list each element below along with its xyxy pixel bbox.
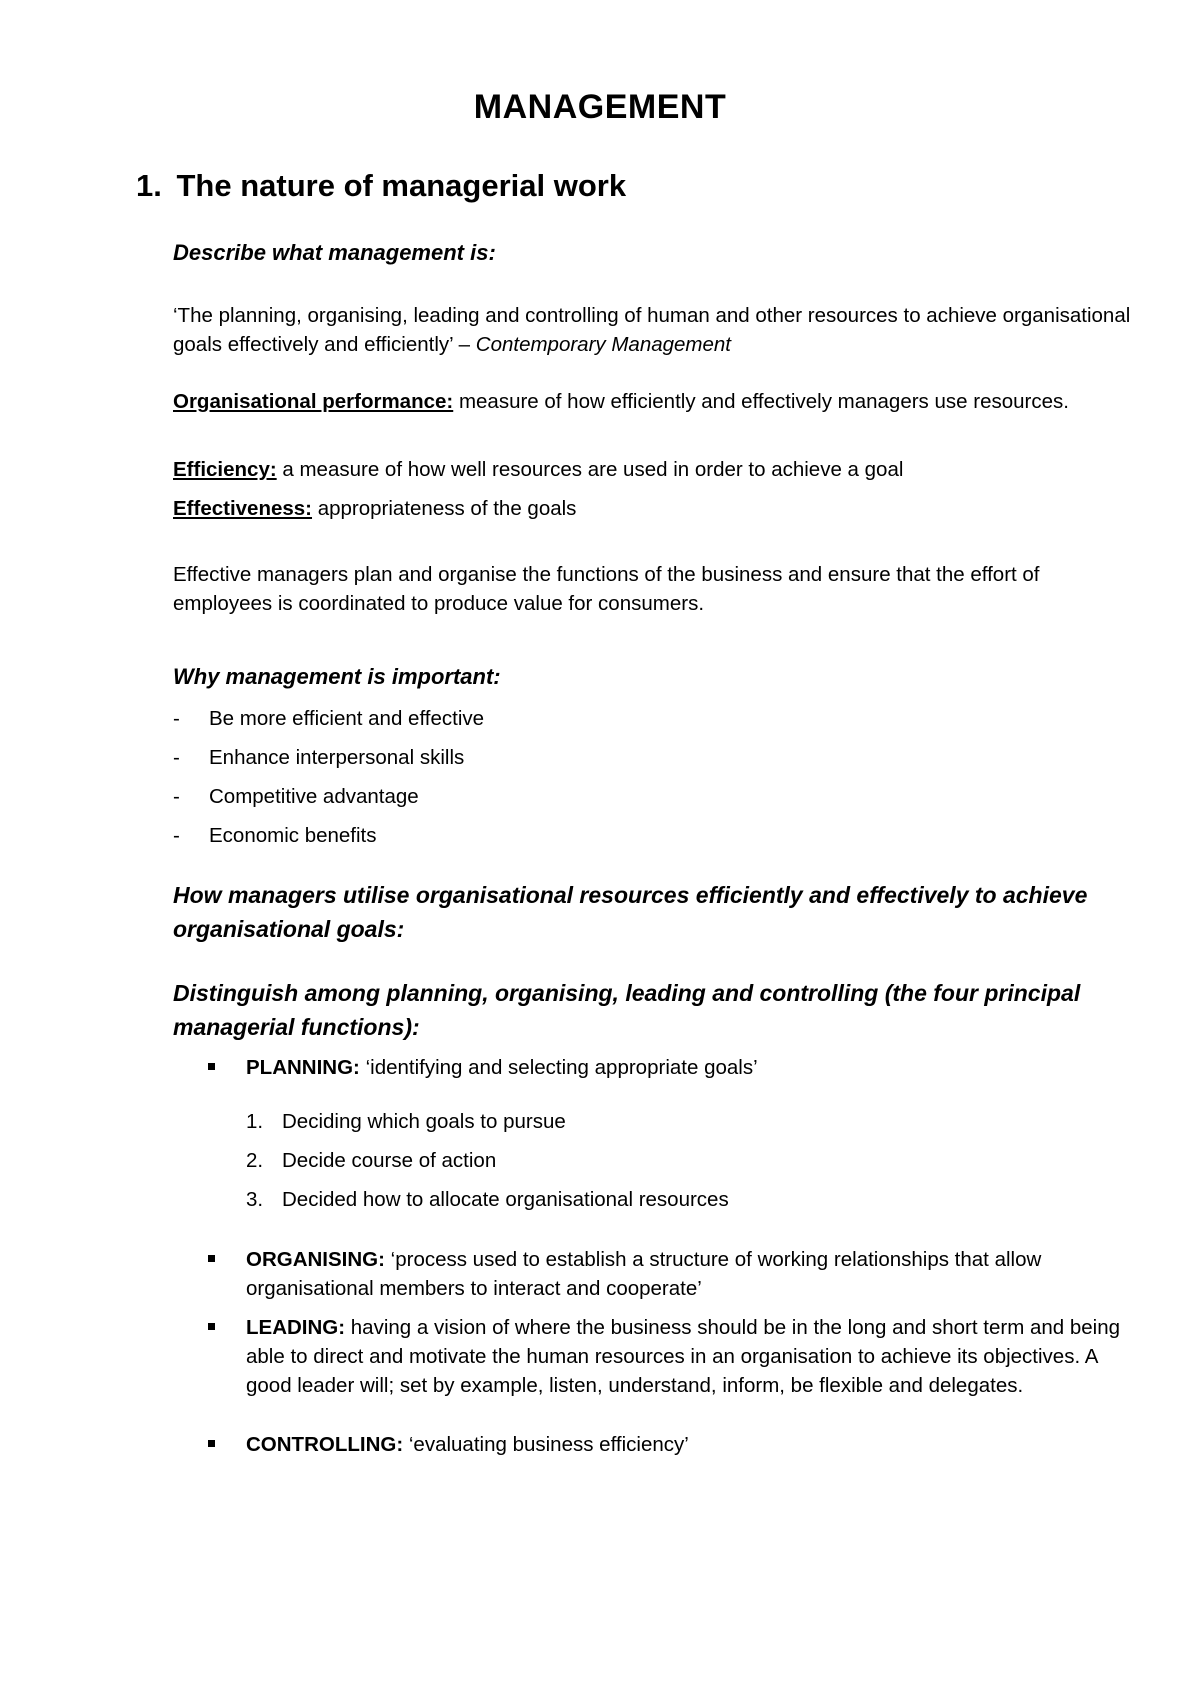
function-planning: [208, 1053, 1128, 1082]
planning-step: 2. Decide course of action: [246, 1149, 497, 1172]
management-definition: [173, 301, 1133, 359]
definition-text: a measure of how well resources are used in order to achieve a goal: [282, 458, 904, 481]
describe-heading: Describe what management is:: [173, 240, 496, 265]
definition-org-performance: [173, 387, 1133, 416]
square-bullet-icon: [208, 1063, 215, 1070]
section-heading: [136, 168, 626, 204]
section-number: 1.: [136, 168, 162, 203]
definition-term: Efficiency:: [173, 458, 277, 481]
list-item: - Economic benefits: [173, 824, 377, 847]
list-item: - Competitive advantage: [173, 785, 419, 808]
function-organising: [208, 1245, 1128, 1303]
definition-efficiency: [173, 455, 1133, 484]
square-bullet-icon: [208, 1440, 215, 1447]
definition-term: Effectiveness:: [173, 497, 313, 520]
definition-text: measure of how efficiently and effectively managers use resources.: [458, 390, 1069, 413]
list-item: - Be more efficient and effective: [173, 707, 485, 730]
dash-bullet: -: [173, 707, 180, 730]
definition-source: Contemporary Management: [475, 333, 732, 356]
function-label: CONTROLLING:: [246, 1433, 404, 1456]
function-text: having a vision of where the business should be in the long and short term and being able to direct and motivate the human resources in an organisation to achieve its objectives. A good leader will; set by example, listen, understand, inform, be flexible and delegates.: [246, 1316, 1121, 1397]
function-text: ‘evaluating business efficiency’: [408, 1433, 689, 1456]
effective-managers-paragraph: Effective managers plan and organise the functions of the business and ensure that the effort of employees is coordinated to produce value for consumers.: [173, 563, 1040, 615]
document-title: MANAGEMENT: [473, 88, 727, 126]
definition-term: Organisational performance:: [173, 390, 454, 413]
function-controlling: [208, 1430, 1128, 1459]
why-heading: Why management is important:: [173, 664, 501, 689]
planning-step: 1. Deciding which goals to pursue: [246, 1110, 566, 1133]
function-label: ORGANISING:: [246, 1248, 385, 1271]
dash-bullet: -: [173, 824, 180, 847]
definition-effectiveness: [173, 494, 1133, 523]
function-text: ‘process used to establish a structure of working relationships that allow organisational members to interact and cooperate’: [246, 1248, 1042, 1300]
square-bullet-icon: [208, 1323, 215, 1330]
definition-quote: ‘The planning, organising, leading and controlling of human and other resources to achieve organisational goals effectively and efficiently’ –: [173, 304, 1131, 356]
function-label: LEADING:: [246, 1316, 346, 1339]
distinguish-heading: Distinguish among planning, organising, leading and controlling (the four principal managerial functions):: [173, 980, 1081, 1040]
dash-bullet: -: [173, 785, 180, 808]
function-leading: [208, 1313, 1128, 1400]
list-item: - Enhance interpersonal skills: [173, 746, 465, 769]
section-title: The nature of managerial work: [176, 168, 627, 203]
how-heading: How managers utilise organisational resources efficiently and effectively to achieve organisational goals:: [173, 882, 1088, 942]
function-text: ‘identifying and selecting appropriate goals’: [365, 1056, 758, 1079]
planning-step: 3. Decided how to allocate organisational resources: [246, 1188, 729, 1211]
function-label: PLANNING:: [246, 1056, 360, 1079]
square-bullet-icon: [208, 1255, 215, 1262]
dash-bullet: -: [173, 746, 180, 769]
definition-text: appropriateness of the goals: [317, 497, 577, 520]
